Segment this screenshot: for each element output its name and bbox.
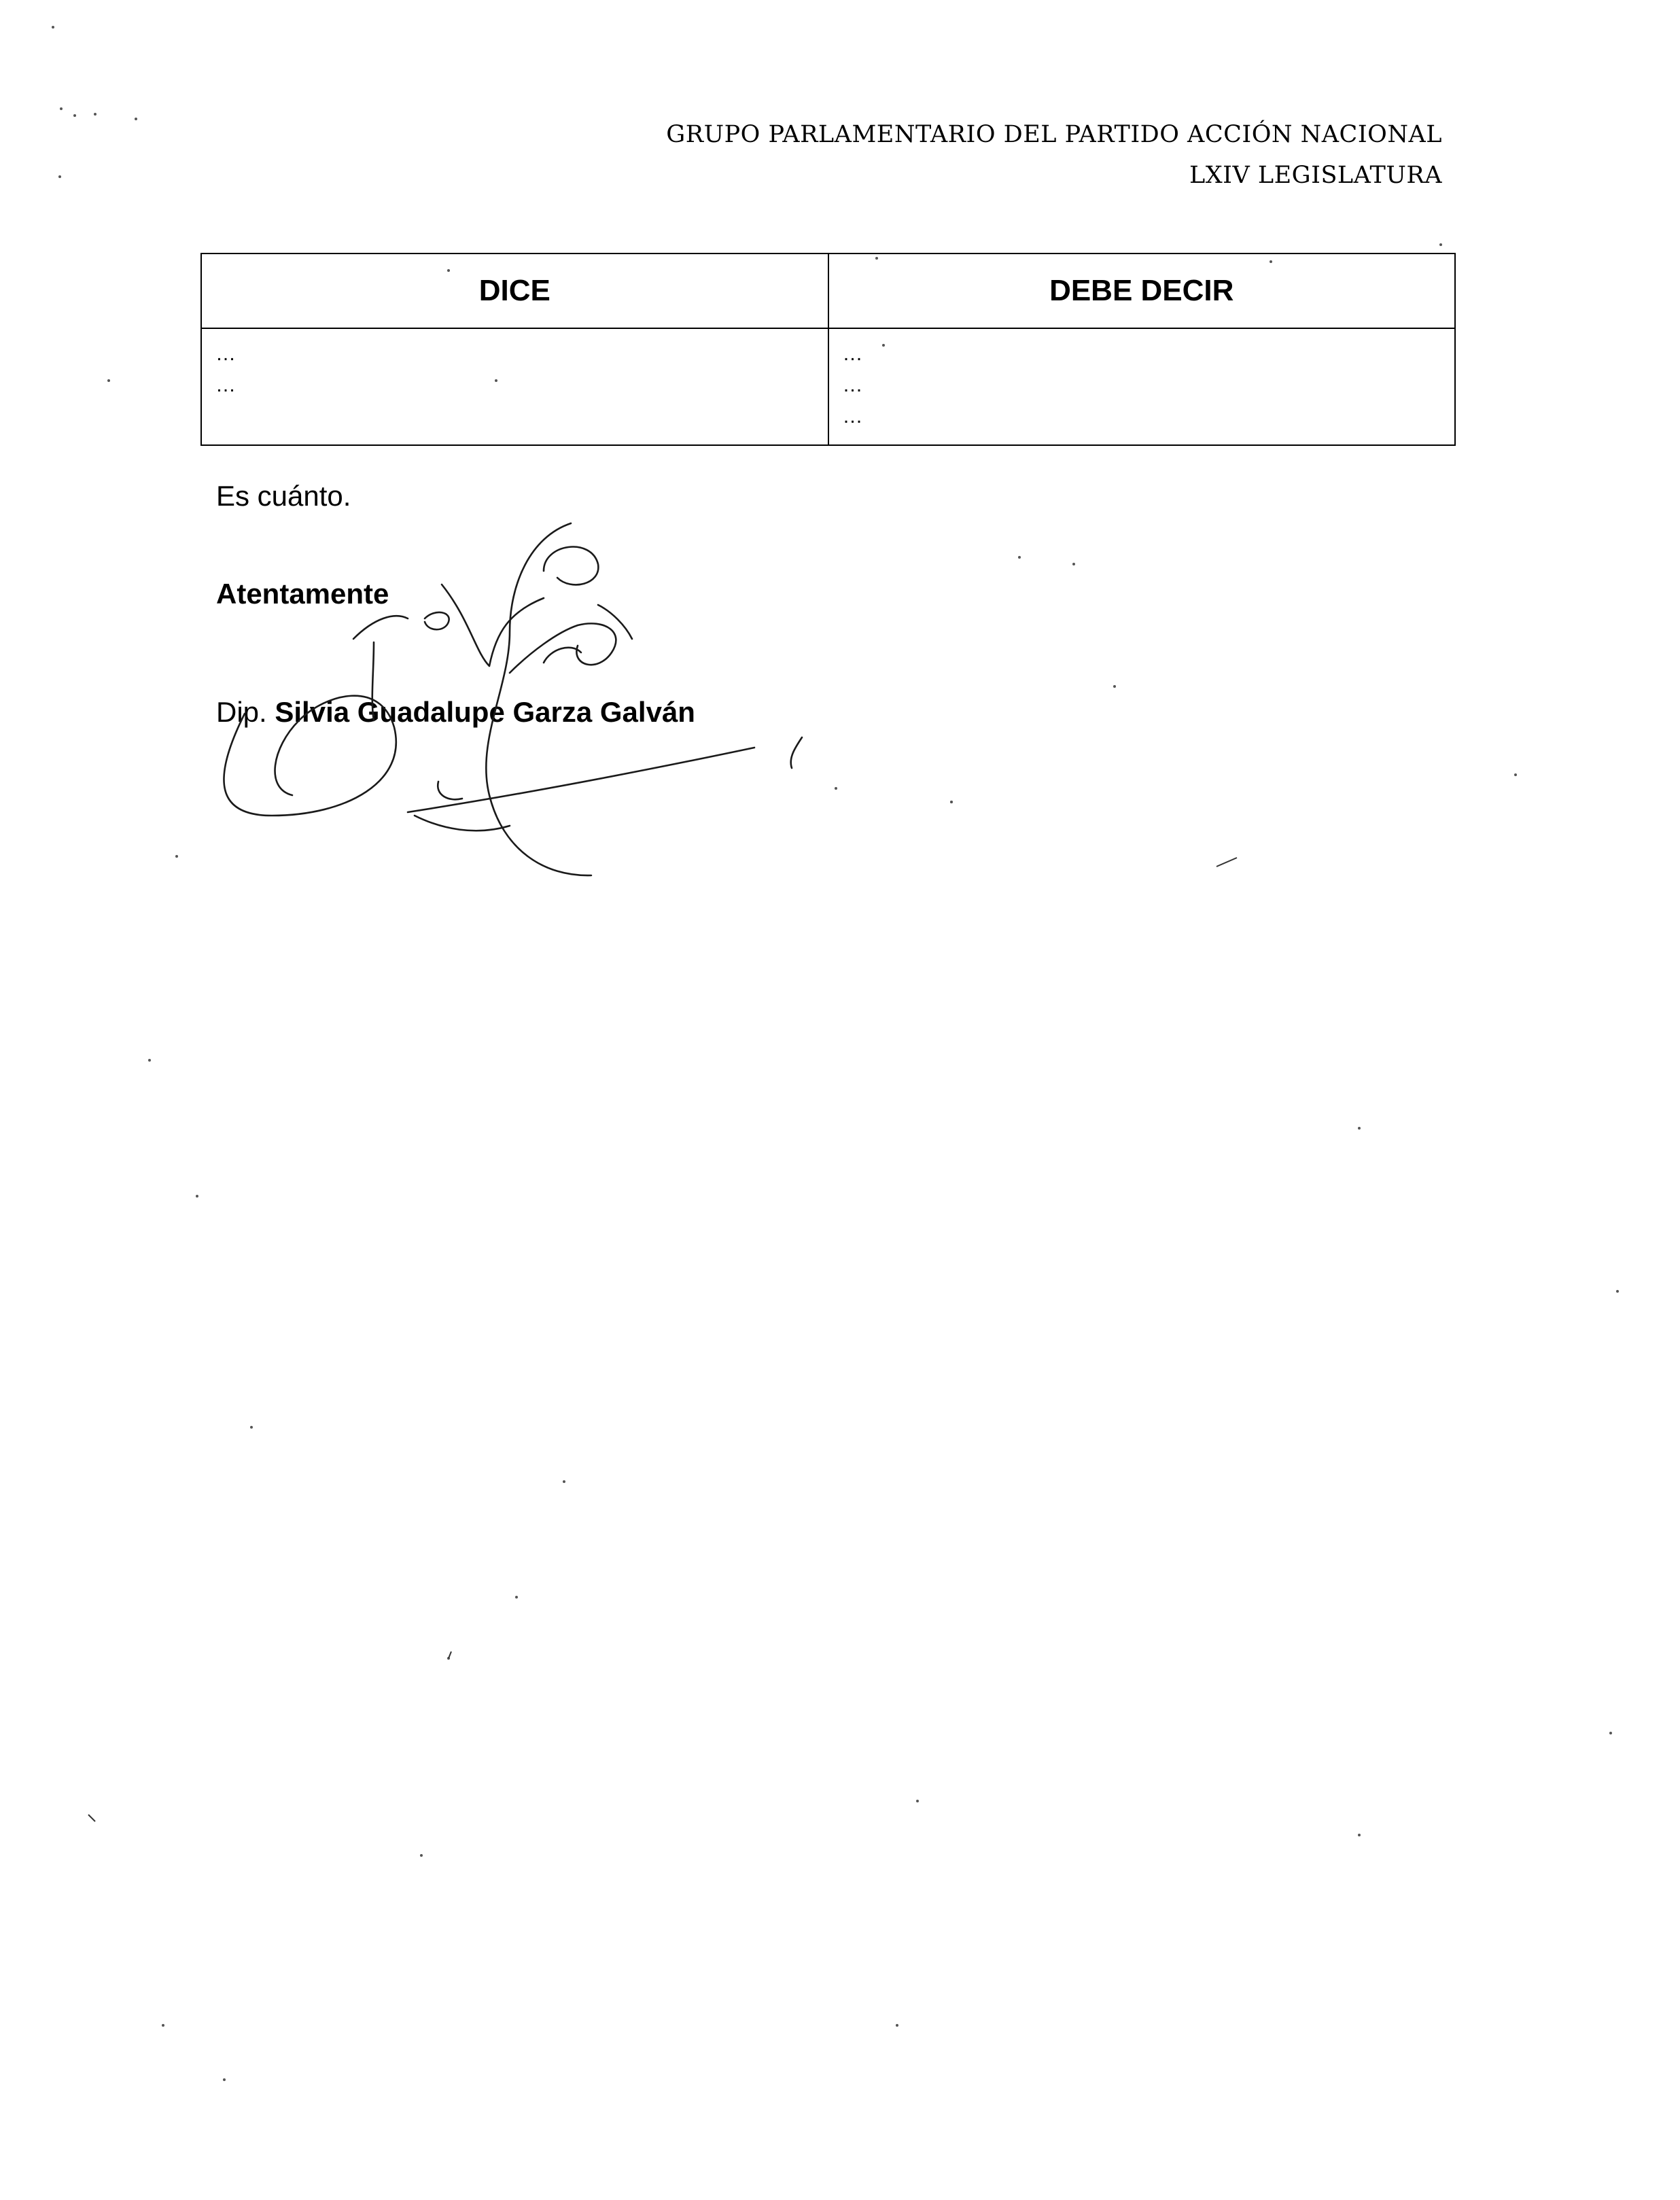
signature-stroke	[408, 748, 754, 812]
document-header	[666, 114, 1442, 196]
regards-heading: Atentamente	[216, 578, 389, 610]
signature-stroke	[510, 623, 616, 673]
signature-stroke	[791, 737, 802, 768]
signature-stroke	[425, 612, 449, 629]
dice-debe-decir-table	[200, 253, 1456, 446]
column-header-dice: DICE	[201, 254, 828, 328]
dice-ellipsis: …	[215, 374, 236, 396]
signature-stroke	[544, 547, 598, 585]
debe-decir-cell	[828, 328, 1456, 445]
signatory-prefix: Dip.	[216, 696, 267, 728]
signature-stroke	[598, 605, 632, 639]
debe-decir-ellipsis: …	[842, 405, 863, 427]
table-header-row	[201, 254, 1455, 328]
signature-stroke	[415, 816, 510, 831]
closing-phrase: Es cuánto.	[216, 480, 351, 512]
signatory-name: Silvia Guadalupe Garza Galván	[275, 696, 695, 728]
signature-stroke	[438, 782, 462, 799]
header-party-name: GRUPO PARLAMENTARIO DEL PARTIDO ACCIÓN NACIONAL	[666, 121, 1442, 148]
signature-stroke	[544, 648, 581, 663]
dice-cell	[201, 328, 828, 445]
debe-decir-ellipsis: …	[842, 343, 863, 365]
signature-stroke	[353, 616, 408, 639]
table-row	[201, 328, 1455, 445]
header-legislature: LXIV LEGISLATURA	[1189, 162, 1442, 189]
signatory-line	[216, 693, 695, 731]
column-header-debe-decir: DEBE DECIR	[828, 254, 1456, 328]
debe-decir-ellipsis: …	[842, 374, 863, 396]
dice-ellipsis: …	[215, 343, 236, 365]
signature-stroke	[442, 584, 544, 666]
